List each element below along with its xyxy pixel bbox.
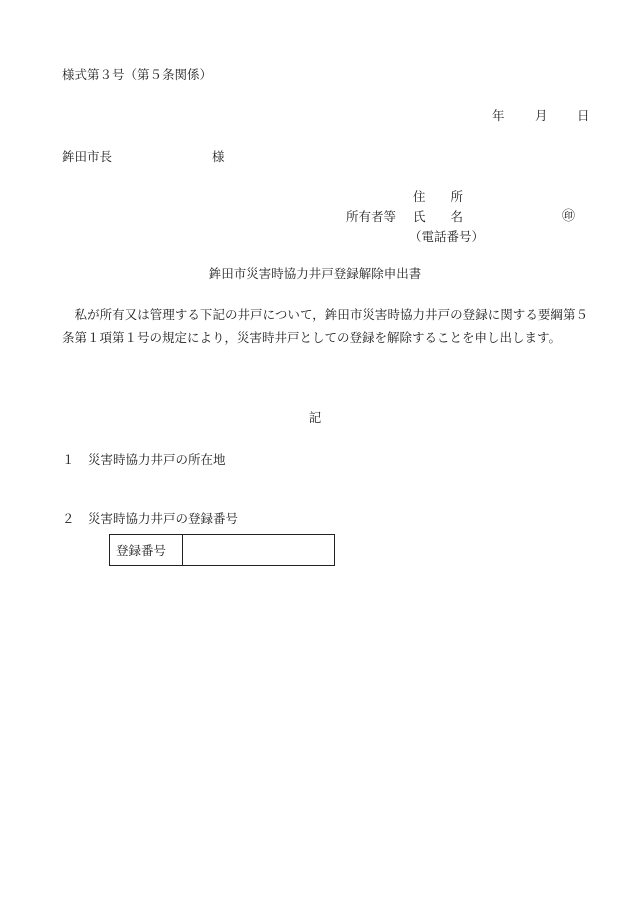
item-label: 災害時協力井戸の登録番号 — [88, 511, 239, 526]
item-label: 災害時協力井戸の所在地 — [88, 452, 226, 467]
date-line — [490, 110, 590, 124]
registration-number-label: 登録番号 — [116, 543, 167, 558]
body-text: 私が所有又は管理する下記の井戸について，鉾田市災害時協力井戸の登録に関する要綱第５条第１項第１号の規定により，災害時井戸としての登録を解除することを申し出します。 — [62, 307, 588, 345]
item-number: １ — [62, 452, 75, 467]
seal-mark-icon: ㊞ — [562, 209, 576, 224]
document-title: 鉾田市災害時協力井戸登録解除申出書 — [208, 266, 422, 281]
applicant-name-label: 氏 名 — [413, 209, 464, 224]
registration-number-table — [109, 534, 335, 566]
registration-number-label-cell — [110, 535, 183, 566]
item-number: ２ — [62, 511, 75, 526]
table-row — [110, 535, 335, 566]
ki-heading: 記 — [308, 410, 322, 425]
applicant-address-label: 住 所 — [413, 189, 464, 204]
addressee-honorific: 様 — [212, 149, 225, 164]
date-day-label: 日 — [577, 108, 590, 123]
addressee-name: 鉾田市長 — [62, 149, 113, 164]
registration-number-value-cell[interactable] — [183, 535, 335, 566]
date-year-label: 年 — [492, 108, 505, 123]
date-month-label: 月 — [535, 108, 548, 123]
applicant-owner-label: 所有者等 — [346, 209, 397, 224]
body-paragraph — [62, 303, 588, 349]
item-registration-number — [62, 513, 238, 526]
item-location — [62, 454, 226, 467]
applicant-phone-label: （電話番号） — [409, 229, 485, 244]
form-number: 様式第３号（第５条関係） — [62, 67, 213, 82]
